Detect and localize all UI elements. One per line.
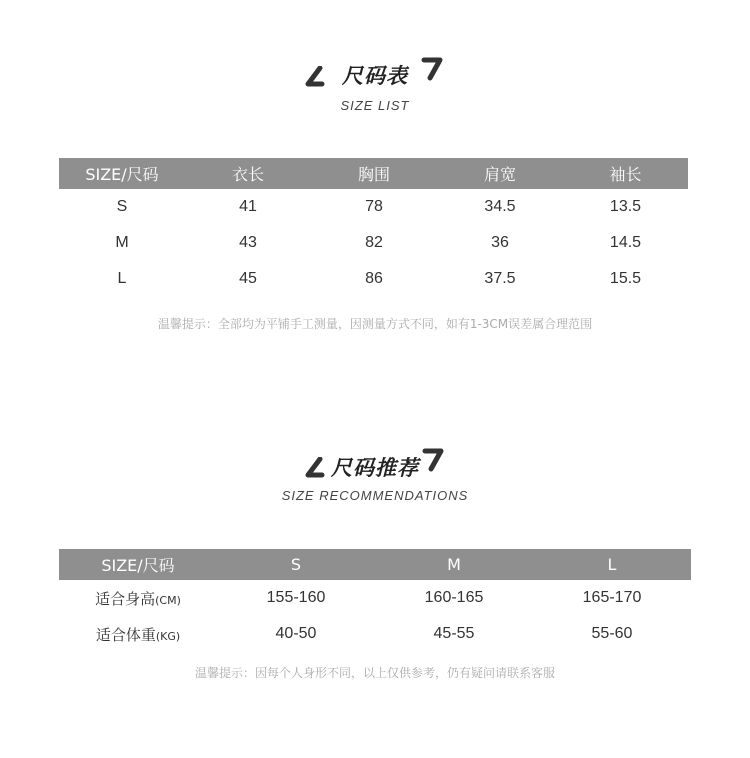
row-label-unit: (KG) bbox=[155, 629, 181, 643]
table-header-row bbox=[59, 158, 688, 189]
table-cell: M bbox=[115, 234, 129, 251]
size-rec-note: 温馨提示：因每个人身形不同，以上仅供参考，仍有疑问请联系客服 bbox=[194, 666, 555, 680]
size-rec-title-block bbox=[0, 452, 750, 482]
table-header-row bbox=[59, 549, 691, 580]
header-sleeve: 袖长 bbox=[563, 158, 688, 189]
table-cell: 43 bbox=[239, 234, 257, 251]
size-rec-table bbox=[59, 549, 691, 652]
table-cell: S bbox=[116, 198, 128, 215]
header-shoulder: 肩宽 bbox=[437, 158, 563, 189]
table-row bbox=[59, 189, 688, 225]
size-rec-subtitle: SIZE RECOMMENDATIONS bbox=[281, 488, 469, 503]
header-l: L bbox=[533, 549, 691, 580]
table-cell: 78 bbox=[365, 198, 383, 215]
table-cell: L bbox=[117, 270, 127, 287]
right-bracket-icon bbox=[421, 447, 447, 475]
row-label-height bbox=[59, 580, 217, 616]
row-label-text: 适合体重 bbox=[95, 625, 156, 644]
table-cell: 37.5 bbox=[484, 270, 516, 287]
header-chest: 胸围 bbox=[311, 158, 437, 189]
table-cell: 165-170 bbox=[582, 589, 642, 606]
header-size: SIZE/尺码 bbox=[59, 549, 217, 580]
table-row bbox=[59, 225, 688, 261]
table-cell: 86 bbox=[365, 270, 383, 287]
row-label-text: 适合身高 bbox=[95, 589, 156, 608]
row-label-unit: (CM) bbox=[155, 593, 181, 607]
table-cell: 45 bbox=[239, 270, 257, 287]
table-cell: 82 bbox=[365, 234, 383, 251]
row-label-weight bbox=[59, 616, 217, 652]
table-cell: 41 bbox=[239, 198, 257, 215]
table-cell: 15.5 bbox=[609, 270, 642, 287]
left-bracket-icon bbox=[300, 66, 328, 92]
table-cell: 36 bbox=[491, 234, 509, 251]
left-bracket-icon bbox=[300, 457, 328, 483]
size-list-subtitle: SIZE LIST bbox=[340, 98, 410, 113]
table-cell: 13.5 bbox=[609, 198, 642, 215]
header-length: 衣长 bbox=[185, 158, 311, 189]
table-cell: 45-55 bbox=[433, 625, 475, 642]
table-cell: 14.5 bbox=[609, 234, 642, 251]
table-cell: 34.5 bbox=[484, 198, 516, 215]
table-cell: 160-165 bbox=[424, 589, 484, 606]
size-list-title-block bbox=[0, 60, 750, 90]
table-cell: 155-160 bbox=[266, 589, 326, 606]
size-list-note: 温馨提示：全部均为平铺手工测量，因测量方式不同，如有1-3CM误差属合理范围 bbox=[157, 317, 593, 331]
table-cell: 55-60 bbox=[591, 625, 633, 642]
table-cell: 40-50 bbox=[275, 625, 317, 642]
header-s: S bbox=[217, 549, 375, 580]
table-row bbox=[59, 580, 691, 616]
right-bracket-icon bbox=[420, 56, 446, 84]
header-size: SIZE/尺码 bbox=[59, 158, 185, 189]
size-rec-title: 尺码推荐 bbox=[331, 456, 419, 480]
table-row bbox=[59, 616, 691, 652]
table-row bbox=[59, 261, 688, 297]
size-list-table bbox=[59, 158, 688, 297]
header-m: M bbox=[375, 549, 533, 580]
size-list-title: 尺码表 bbox=[342, 64, 408, 88]
